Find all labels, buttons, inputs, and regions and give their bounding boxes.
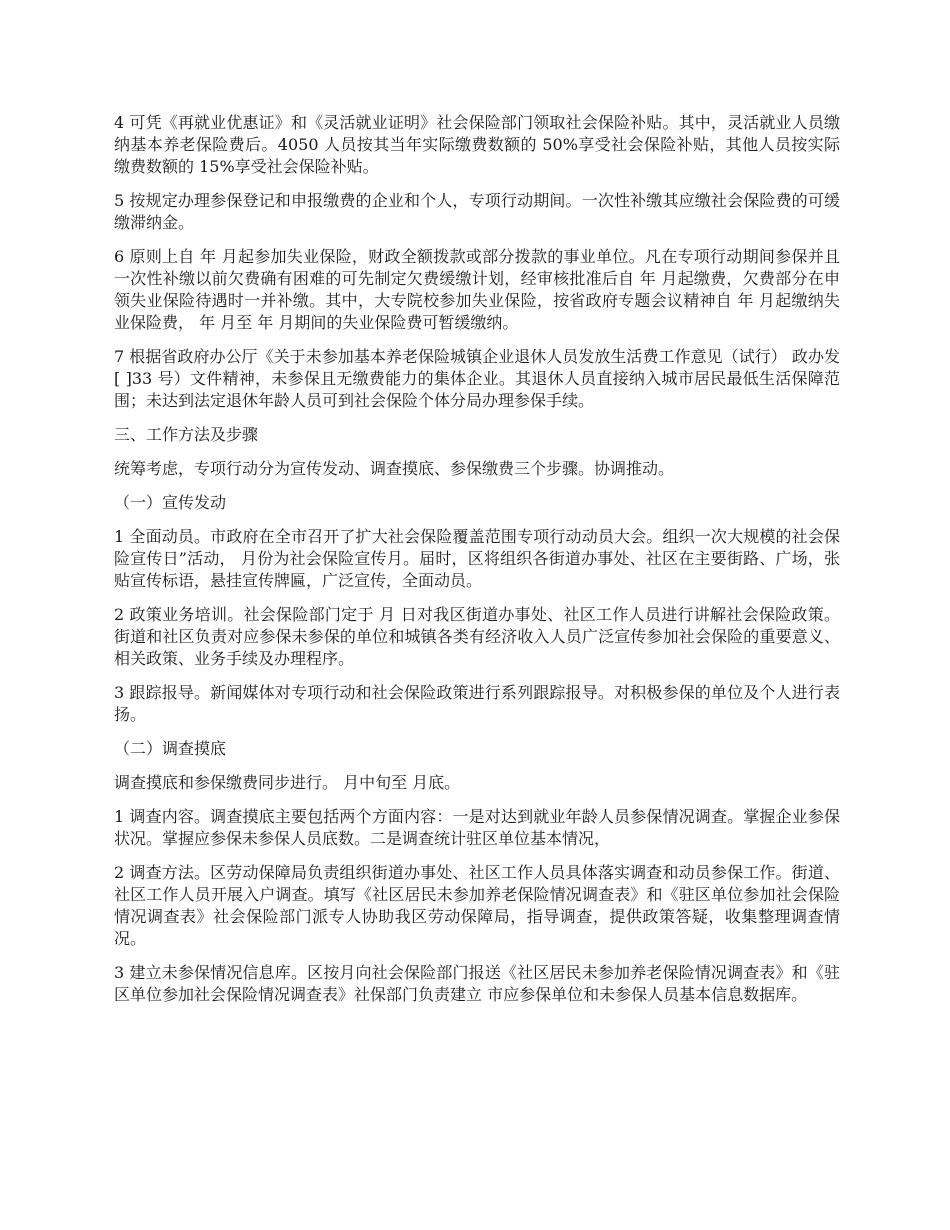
section-heading-methods: 三、工作方法及步骤: [114, 425, 259, 444]
paragraph-item-5: 5 按规定办理参保登记和申报缴费的企业和个人，专项行动期间。一次性补缴其应缴社会保险费的可缓缴滞纳金。: [114, 191, 840, 232]
paragraph-item-7: 7 根据省政府办公厅《关于未参加基本养老保险城镇企业退休人员发放生活费工作意见（试行） 政办发[ ]33 号）文件精神，未参保且无缴费能力的集体企业。其退休人员直接纳入城市居民最低生活保障范围；未达到法定退休年龄人员可到社会保险个体分局办理参保手续。: [114, 347, 840, 410]
paragraph-survey-method: 2 调查方法。区劳动保障局负责组织街道办事处、社区工作人员具体落实调查和动员参保工作。街道、社区工作人员开展入户调查。填写《社区居民未参加养老保险情况调查表》和《驻区单位参加社会保险情况调查表》社会保险部门派专人协助我区劳动保障局，指导调查，提供政策答疑，收集整理调查情况。: [114, 863, 840, 948]
paragraph-survey-timing: 调查摸底和参保缴费同步进行。 月中旬至 月底。: [114, 773, 461, 792]
paragraph-mobilization: 1 全面动员。市政府在全市召开了扩大社会保险覆盖范围专项行动动员大会。组织一次大规模的社会保险宣传日”活动， 月份为社会保险宣传月。届时，区将组织各街道办事处、社区在主要街路、广场，张贴宣传标语，悬挂宣传牌匾，广泛宣传，全面动员。: [114, 527, 840, 590]
paragraph-overview: 统筹考虑，专项行动分为宣传发动、调查摸底、参保缴费三个步骤。协调推动。: [114, 459, 675, 478]
paragraph-database: 3 建立未参保情况信息库。区按月向社会保险部门报送《社区居民未参加养老保险情况调查表》和《驻区单位参加社会保险情况调查表》社保部门负责建立 市应参保单位和未参保人员基本信息数据库。: [114, 963, 840, 1004]
paragraph-training: 2 政策业务培训。社会保险部门定于 月 日对我区街道办事处、社区工作人员进行讲解社会保险政策。街道和社区负责对应参保未参保的单位和城镇各类有经济收入人员广泛宣传参加社会保险的重要意义、相关政策、业务手续及办理程序。: [114, 605, 840, 668]
paragraph-reporting: 3 跟踪报导。新闻媒体对专项行动和社会保险政策进行系列跟踪报导。对积极参保的单位及个人进行表扬。: [114, 683, 840, 724]
paragraph-survey-content: 1 调查内容。调查摸底主要包括两个方面内容：一是对达到就业年龄人员参保情况调查。掌握企业参保状况。掌握应参保未参保人员底数。二是调查统计驻区单位基本情况，: [114, 807, 840, 848]
paragraph-item-6: 6 原则上自 年 月起参加失业保险，财政全额拨款或部分拨款的事业单位。凡在专项行动期间参保并且一次性补缴以前欠费确有困难的可先制定欠费缓缴计划，经审核批准后自 年 月起缴费，欠费部分在申领失业保险待遇时一并补缴。其中，大专院校参加失业保险，按省政府专题会议精神自 年 月起缴纳失业保险费， 年 月至 年 月期间的失业保险费可暂缓缴纳。: [114, 247, 840, 332]
paragraph-item-4: 4 可凭《再就业优惠证》和《灵活就业证明》社会保险部门领取社会保险补贴。其中，灵活就业人员缴纳基本养老保险费后。4050 人员按其当年实际缴费数额的 50%享受社会保险补贴，其他人员按实际缴费数额的 15%享受社会保险补贴。: [114, 113, 840, 176]
document-page: [114, 112, 840, 1018]
subsection-heading-publicity: （一）宣传发动: [114, 493, 227, 512]
subsection-heading-survey: （二）调查摸底: [114, 739, 227, 758]
